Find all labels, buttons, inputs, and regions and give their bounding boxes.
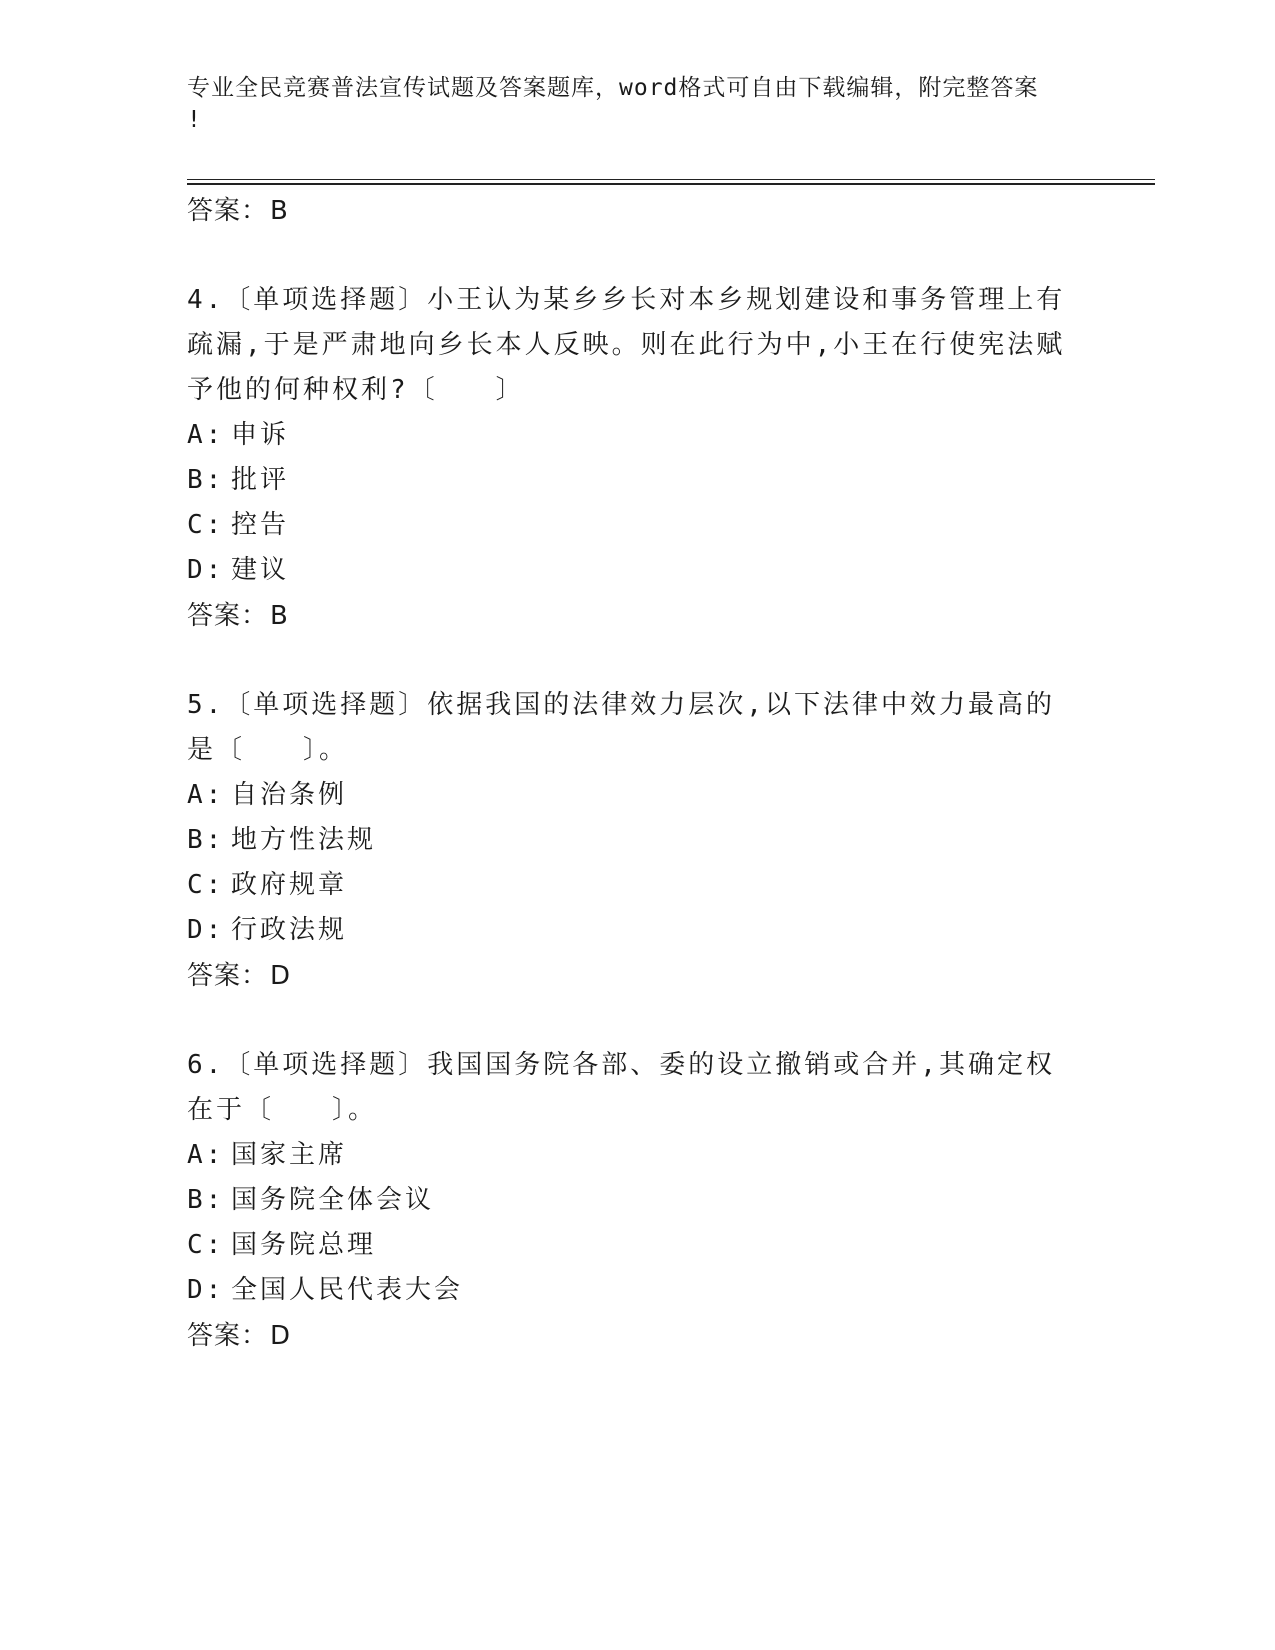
option-d <box>187 908 1067 953</box>
option-text: 地方性法规 <box>231 825 377 855</box>
option-key: A: <box>187 780 225 810</box>
answer-value: D <box>270 1321 292 1351</box>
answer-value: B <box>270 601 289 631</box>
option-text: 国务院总理 <box>231 1230 377 1260</box>
option-key: D: <box>187 915 225 945</box>
option-text: 批评 <box>231 465 290 495</box>
option-text: 国务院全体会议 <box>231 1185 435 1215</box>
answer-line <box>187 593 1067 639</box>
question-text: 5.〔单项选择题〕依据我国的法律效力层次,以下法律中效力最高的是〔 〕。 <box>187 690 1055 765</box>
option-a <box>187 1133 1067 1178</box>
answer-line <box>187 953 1067 999</box>
option-text: 政府规章 <box>231 870 348 900</box>
option-key: D: <box>187 1275 225 1305</box>
option-c <box>187 863 1067 908</box>
document-header <box>187 72 1067 136</box>
question-list <box>187 188 1067 1359</box>
option-d <box>187 548 1067 593</box>
option-text: 建议 <box>231 555 290 585</box>
option-b <box>187 458 1067 503</box>
answer-value: D <box>270 961 292 991</box>
option-text: 控告 <box>231 510 290 540</box>
answer-label: 答案： <box>187 961 269 991</box>
answer-label: 答案： <box>187 601 269 631</box>
option-text: 国家主席 <box>231 1140 348 1170</box>
option-key: D: <box>187 555 225 585</box>
header-line: 专业全民竞赛普法宣传试题及答案题库，word格式可自由下载编辑，附完整答案 <box>187 75 1039 101</box>
header-divider <box>187 183 1155 185</box>
option-key: A: <box>187 1140 225 1170</box>
question-text: 6.〔单项选择题〕我国国务院各部、委的设立撤销或合并,其确定权在于〔 〕。 <box>187 1050 1055 1125</box>
option-key: C: <box>187 870 225 900</box>
option-c <box>187 1223 1067 1268</box>
question-block <box>187 278 1067 639</box>
option-key: B: <box>187 825 225 855</box>
answer-value: B <box>270 196 289 226</box>
option-text: 申诉 <box>231 420 290 450</box>
question-block <box>187 683 1067 999</box>
option-text: 全国人民代表大会 <box>231 1275 464 1305</box>
option-key: B: <box>187 465 225 495</box>
answer-line <box>187 1313 1067 1359</box>
header-divider <box>187 179 1155 180</box>
option-key: B: <box>187 1185 225 1215</box>
option-text: 行政法规 <box>231 915 348 945</box>
option-b <box>187 818 1067 863</box>
option-a <box>187 773 1067 818</box>
header-line: ! <box>187 107 202 133</box>
option-a <box>187 413 1067 458</box>
answer-line <box>187 188 1067 234</box>
option-key: A: <box>187 420 225 450</box>
option-key: C: <box>187 1230 225 1260</box>
option-text: 自治条例 <box>231 780 348 810</box>
option-b <box>187 1178 1067 1223</box>
option-c <box>187 503 1067 548</box>
option-key: C: <box>187 510 225 540</box>
answer-label: 答案： <box>187 1321 269 1351</box>
question-text: 4.〔单项选择题〕小王认为某乡乡长对本乡规划建设和事务管理上有疏漏,于是严肃地向乡长本人反映。则在此行为中,小王在行使宪法赋予他的何种权利?〔 〕 <box>187 285 1066 405</box>
option-d <box>187 1268 1067 1313</box>
answer-label: 答案： <box>187 196 269 226</box>
question-block <box>187 1043 1067 1359</box>
